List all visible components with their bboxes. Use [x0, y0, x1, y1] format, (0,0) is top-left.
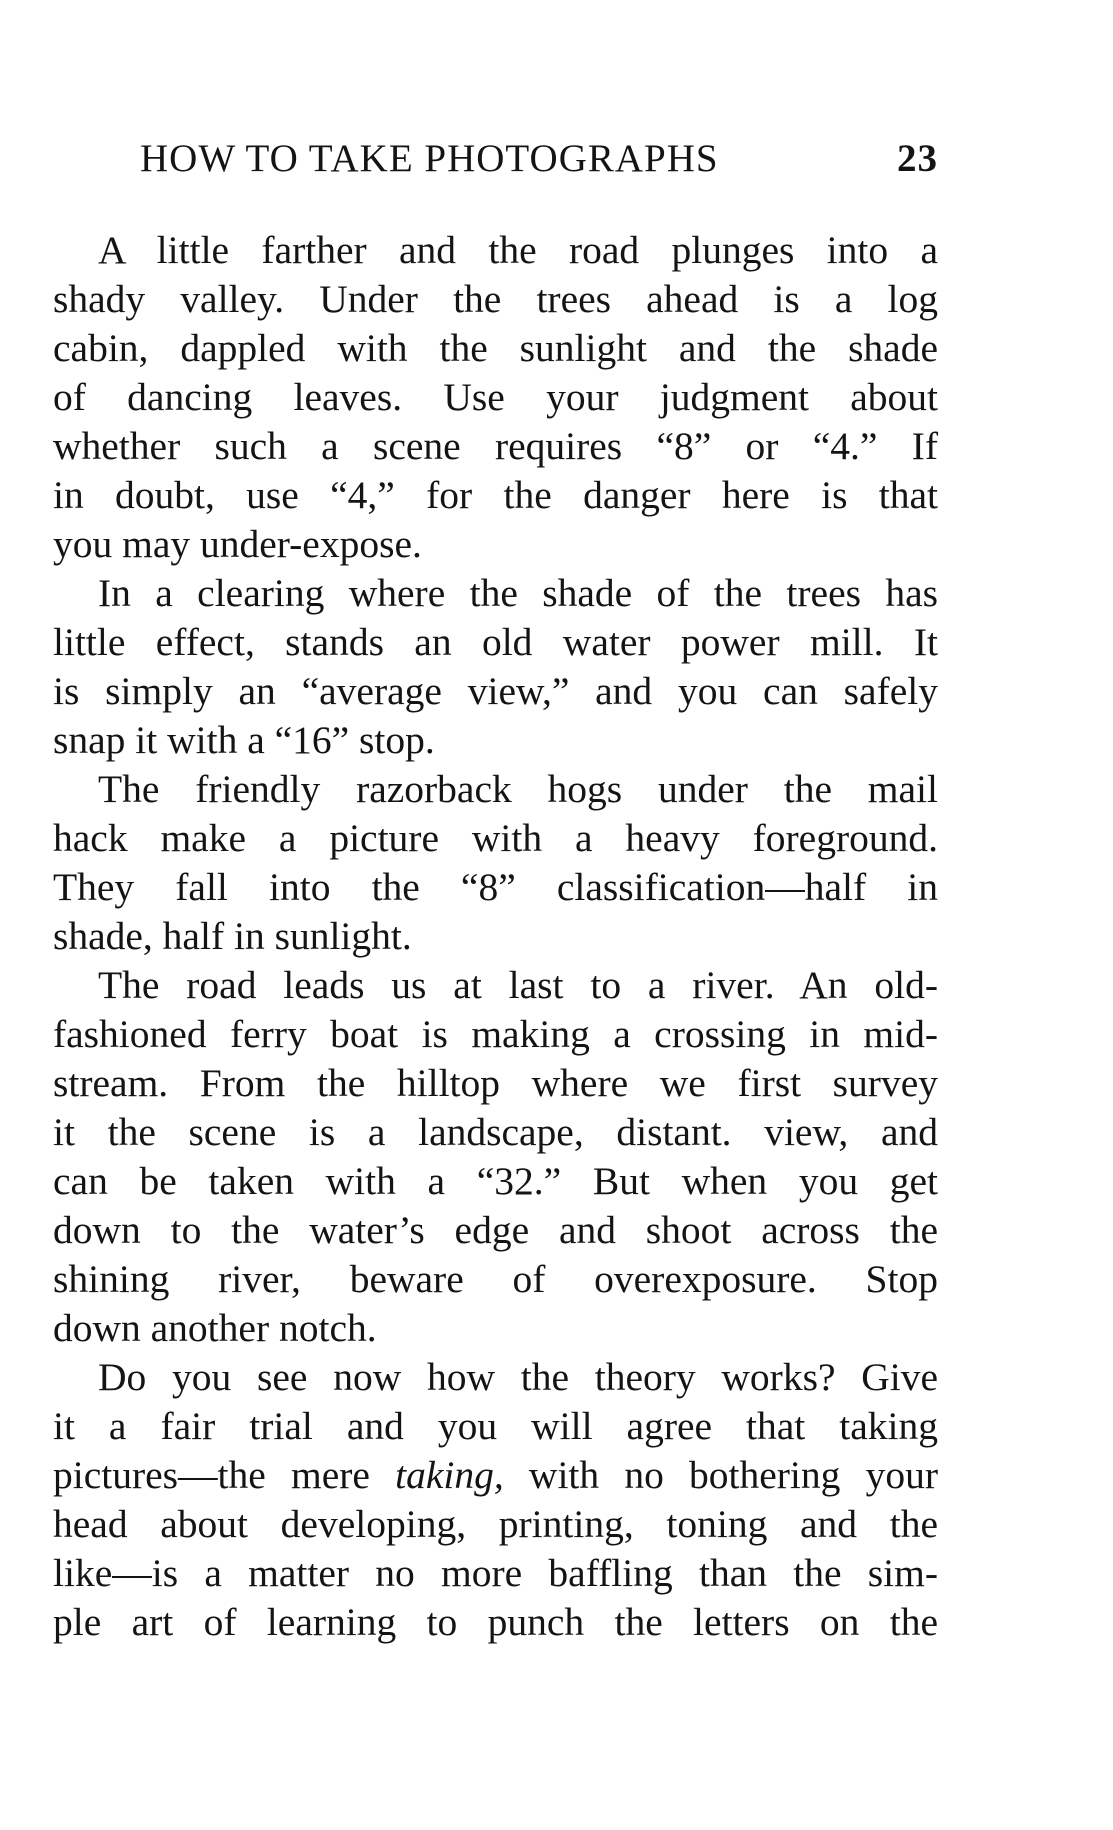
text-line: it the scene is a landscape, distant. view, and	[53, 1110, 938, 1154]
text-line: fashioned ferry boat is making a crossing in mid-	[53, 1012, 938, 1056]
text-segment: pictures—the mere	[53, 1453, 396, 1497]
text-line: shade, half in sunlight.	[53, 914, 412, 958]
text-line: down another notch.	[53, 1306, 377, 1350]
paragraph-3	[53, 765, 938, 961]
paragraph-4	[53, 961, 938, 1353]
body-text	[53, 226, 938, 1647]
paragraph-1	[53, 226, 938, 569]
running-head-title: HOW TO TAKE PHOTOGRAPHS	[140, 137, 719, 180]
text-line: of dancing leaves. Use your judgment about	[53, 375, 938, 419]
emphasized-word: taking,	[395, 1453, 504, 1497]
text-line: like—is a matter no more baffling than the sim-	[53, 1551, 938, 1595]
text-line: you may under-expose.	[53, 522, 422, 566]
running-head	[140, 134, 938, 184]
text-line: whether such a scene requires “8” or “4.” If	[53, 424, 938, 468]
text-line: ple art of learning to punch the letters on the	[53, 1600, 938, 1644]
paragraph-5	[53, 1353, 938, 1647]
paragraph-2	[53, 569, 938, 765]
text-line: In a clearing where the shade of the trees has	[98, 571, 938, 615]
text-line: head about developing, printing, toning and the	[53, 1502, 938, 1546]
text-line: The road leads us at last to a river. An old-	[98, 963, 938, 1007]
text-line: hack make a picture with a heavy foreground.	[53, 816, 938, 860]
text-line: snap it with a “16” stop.	[53, 718, 435, 762]
text-line-with-emphasis	[53, 1451, 938, 1500]
text-line: shady valley. Under the trees ahead is a log	[53, 277, 938, 321]
text-line: They fall into the “8” classification—half in	[53, 865, 938, 909]
text-line: A little farther and the road plunges into a	[98, 228, 938, 272]
text-line: is simply an “average view,” and you can safely	[53, 669, 938, 713]
text-line: down to the water’s edge and shoot across the	[53, 1208, 938, 1252]
text-line: Do you see now how the theory works? Give	[98, 1355, 938, 1399]
text-segment: with no bothering your	[503, 1453, 938, 1497]
text-line: little effect, stands an old water power mill. It	[53, 620, 938, 664]
text-line: stream. From the hilltop where we first survey	[53, 1061, 938, 1105]
text-line: it a fair trial and you will agree that taking	[53, 1404, 938, 1448]
text-line: shining river, beware of overexposure. Stop	[53, 1257, 938, 1301]
text-line: The friendly razorback hogs under the mail	[98, 767, 938, 811]
page-number: 23	[897, 137, 938, 180]
text-line: cabin, dappled with the sunlight and the shade	[53, 326, 938, 370]
text-line: in doubt, use “4,” for the danger here is that	[53, 473, 938, 517]
text-line: can be taken with a “32.” But when you get	[53, 1159, 938, 1203]
